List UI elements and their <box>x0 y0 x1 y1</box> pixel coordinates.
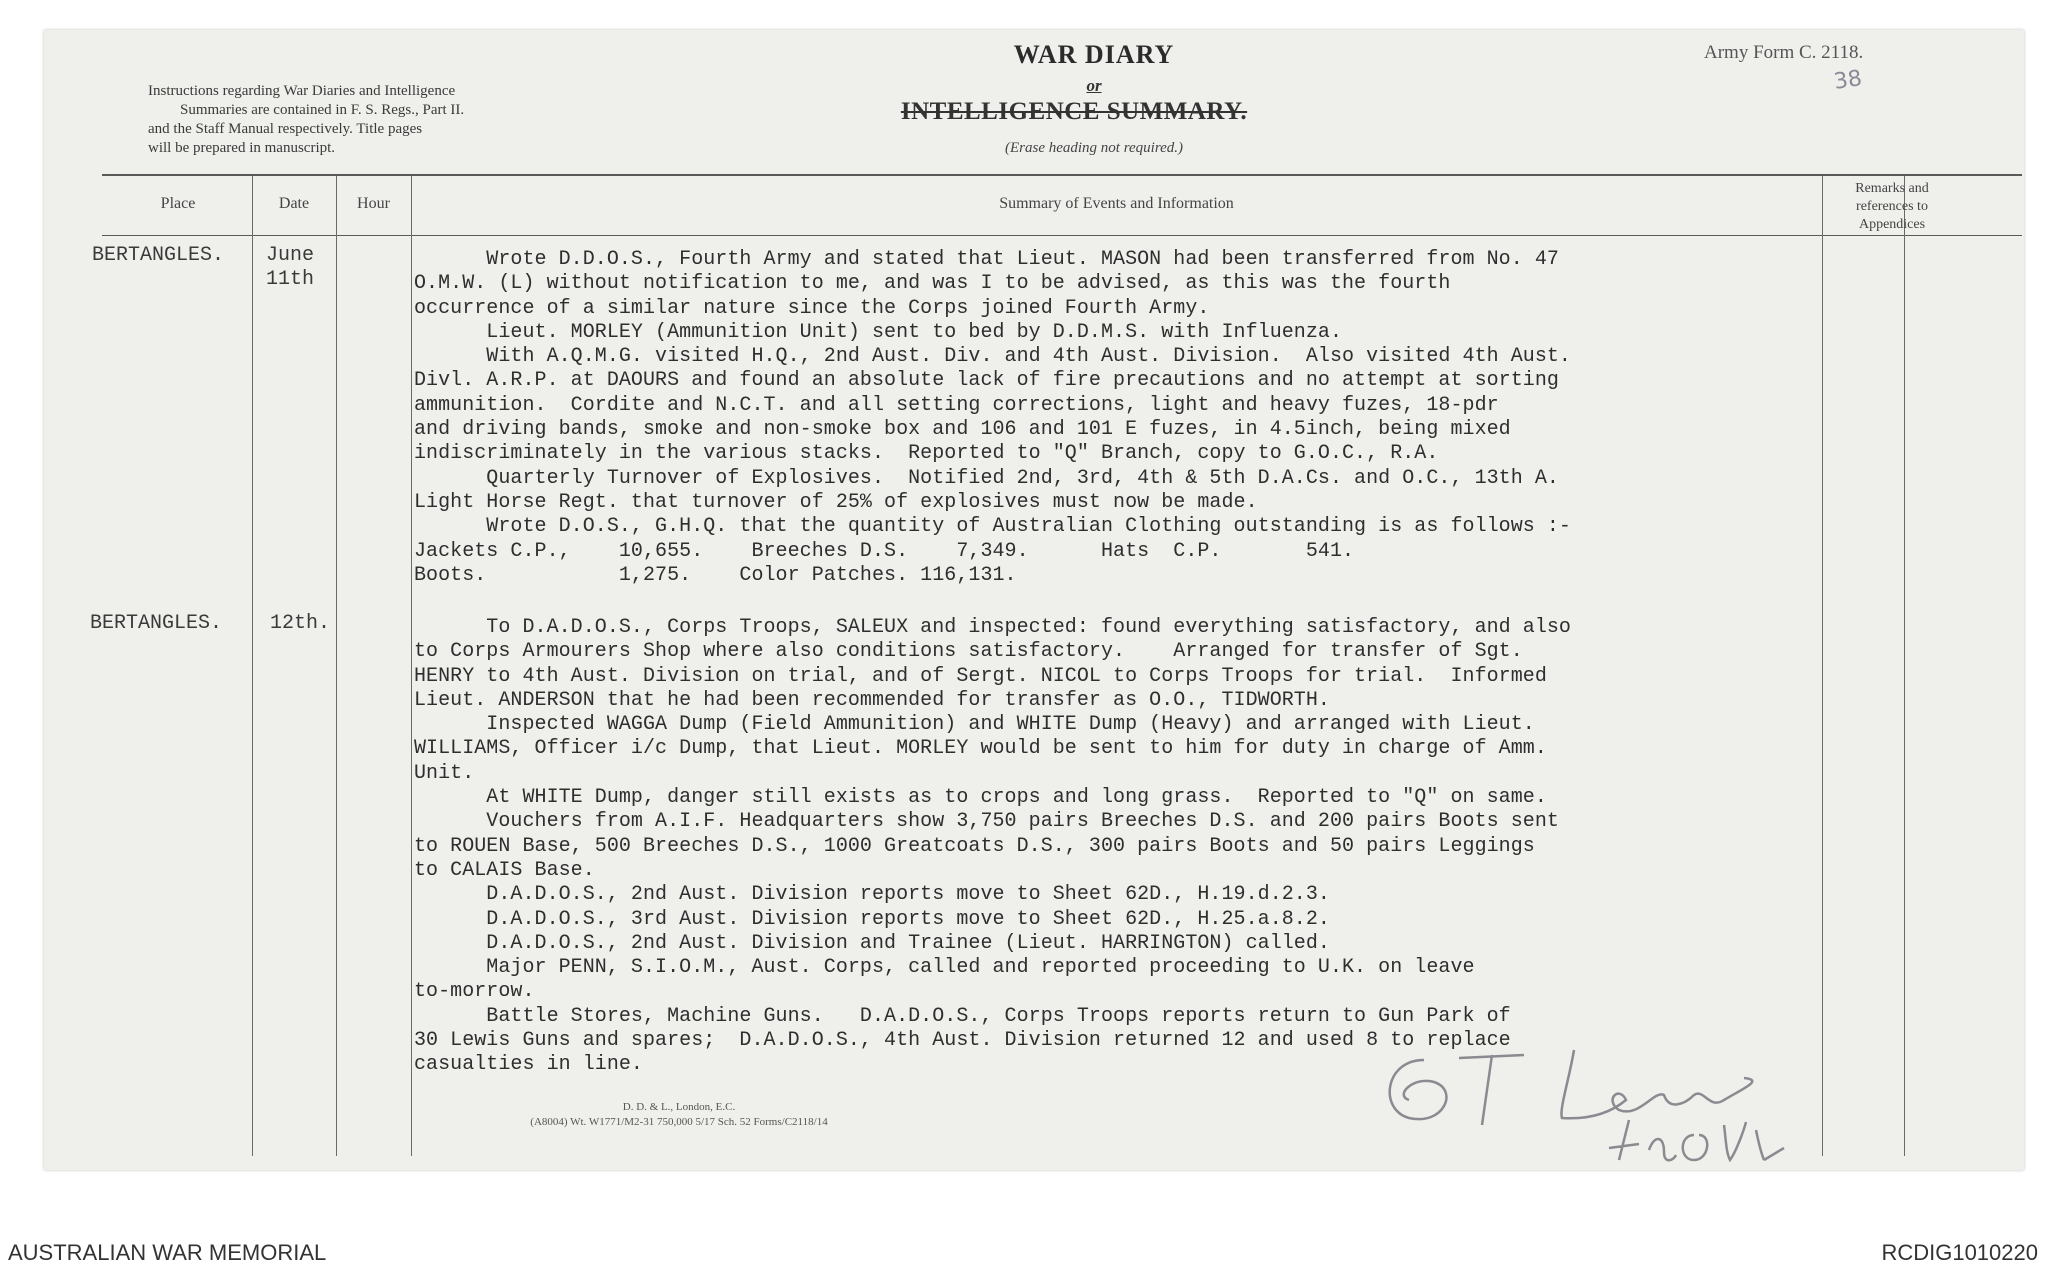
summary-line: and driving bands, smoke and non-smoke box and 106 and 101 E fuzes, in 4.5inch, being mixed <box>414 418 1511 442</box>
entry-date <box>266 244 314 292</box>
remarks-header-line: references to <box>1856 199 1928 214</box>
instructions-line: will be prepared in manuscript. <box>148 140 336 156</box>
remarks-header-line: Remarks and <box>1855 181 1929 196</box>
summary-line: Wrote D.O.S., G.H.Q. that the quantity of Australian Clothing outstanding is as follows :- <box>414 515 1571 539</box>
summary-line: to ROUEN Base, 500 Breeches D.S., 1000 Greatcoats D.S., 300 pairs Boots and 50 pairs Leggings <box>414 834 1535 858</box>
remarks-header-line: Appendices <box>1858 217 1926 232</box>
entry-date-line: June <box>266 244 315 267</box>
column-header-remarks <box>1822 180 1962 234</box>
summary-line: to-morrow. <box>414 980 535 1004</box>
signature-stroke <box>1459 1055 1524 1125</box>
signature-stroke <box>1561 1050 1752 1118</box>
summary-line: Battle Stores, Machine Guns. D.A.D.O.S., Corps Troops reports return to Gun Park of <box>414 1004 1511 1028</box>
column-divider <box>252 176 253 1156</box>
summary-line: WILLIAMS, Officer i/c Dump, that Lieut. MORLEY would be sent to him for duty in charge of Amm. <box>414 737 1547 761</box>
summary-line: to Corps Armourers Shop where also conditions satisfactory. Arranged for transfer of Sgt. <box>414 640 1523 664</box>
entry-place: BERTANGLES. <box>92 244 225 267</box>
footer-source: AUSTRALIAN WAR MEMORIAL <box>8 1240 327 1265</box>
signature <box>1364 1040 1884 1170</box>
folio-number: 38 <box>1832 66 1864 95</box>
summary-line: Unit. <box>414 761 475 785</box>
column-header-date: Date <box>278 195 310 212</box>
summary-line: ammunition. Cordite and N.C.T. and all setting corrections, light and heavy fuzes, 18-pdr <box>414 393 1499 417</box>
summary-line: Inspected WAGGA Dump (Field Ammunition) and WHITE Dump (Heavy) and arranged with Lieut. <box>414 713 1535 737</box>
diary-sheet <box>44 30 2024 1170</box>
summary-line: to CALAIS Base. <box>414 858 595 882</box>
summary-line: D.A.D.O.S., 2nd Aust. Division reports move to Sheet 62D., H.19.d.2.3. <box>414 883 1330 907</box>
column-header-hour: Hour <box>357 195 390 212</box>
summary-line: To D.A.D.O.S., Corps Troops, SALEUX and inspected: found everything satisfactory, and also <box>414 616 1571 639</box>
footer-reference: RCDIG1010220 <box>1881 1240 2038 1265</box>
summary-line: Lieut. ANDERSON that he had been recommended for transfer as O.O., TIDWORTH. <box>414 688 1330 712</box>
header-top-rule <box>102 174 2022 176</box>
summary-line: HENRY to 4th Aust. Division on trial, and of Sergt. NICOL to Corps Troops for trial. Informed <box>414 664 1547 688</box>
intelligence-heading-struck: INTELLIGENCE SUMMARY. <box>900 98 1248 125</box>
summary-line: D.A.D.O.S., 3rd Aust. Division reports move to Sheet 62D., H.25.a.8.2. <box>414 907 1330 931</box>
summary-line: Light Horse Regt. that turnover of 25% of explosives must now be made. <box>414 490 1258 514</box>
entry-date-line: 11th <box>266 268 315 291</box>
entry-date-line: 12th. <box>270 612 331 635</box>
summary-line: Quarterly Turnover of Explosives. Notified 2nd, 3rd, 4th & 5th D.A.Cs. and O.C., 13th A. <box>414 466 1559 490</box>
entry-summary <box>414 616 1854 1078</box>
instructions-line: Summaries are contained in F. S. Regs., Part II. <box>180 102 465 118</box>
summary-line: occurrence of a similar nature since the Corps joined Fourth Army. <box>414 296 1210 320</box>
summary-line: O.M.W. (L) without notification to me, and was I to be advised, as this was the fourth <box>414 272 1451 296</box>
army-form-number: Army Form C. 2118. <box>1704 42 1864 63</box>
summary-line: D.A.D.O.S., 2nd Aust. Division and Trainee (Lieut. HARRINGTON) called. <box>414 931 1330 955</box>
summary-line: Jackets C.P., 10,655. Breeches D.S. 7,349. Hats C.P. 541. <box>414 539 1355 563</box>
column-divider <box>336 176 337 1156</box>
column-header-place: Place <box>160 195 196 212</box>
summary-line: 30 Lewis Guns and spares; D.A.D.O.S., 4th Aust. Division returned 12 and used 8 to replace <box>414 1029 1511 1053</box>
signature-rank-stroke <box>1609 1120 1784 1160</box>
summary-line: Lieut. MORLEY (Ammunition Unit) sent to bed by D.D.M.S. with Influenza. <box>414 320 1342 344</box>
instructions-note <box>148 82 638 158</box>
printer-line: D. D. & L., London, E.C. <box>622 1101 736 1113</box>
entry-date <box>270 612 330 636</box>
summary-line: Boots. 1,275. Color Patches. 116,131. <box>414 563 1017 587</box>
column-header-summary: Summary of Events and Information <box>999 195 1234 212</box>
summary-line: With A.Q.M.G. visited H.Q., 2nd Aust. Div. and 4th Aust. Division. Also visited 4th Aust. <box>414 345 1571 369</box>
summary-line: Wrote D.D.O.S., Fourth Army and stated that Lieut. MASON had been transferred from No. 47 <box>414 248 1559 271</box>
column-divider <box>411 176 412 1156</box>
column-divider <box>1904 176 1905 1156</box>
title-or: or <box>1086 76 1102 95</box>
summary-line: Vouchers from A.I.F. Headquarters show 3,750 pairs Breeches D.S. and 200 pairs Boots sent <box>414 810 1559 834</box>
instructions-line: and the Staff Manual respectively. Title pages <box>148 121 423 137</box>
erase-note: (Erase heading not required.) <box>1004 140 1184 156</box>
entry-summary <box>414 248 1854 588</box>
summary-line: At WHITE Dump, danger still exists as to crops and long grass. Reported to "Q" on same. <box>414 786 1547 810</box>
summary-line: casualties in line. <box>414 1053 643 1077</box>
summary-line: Divl. A.R.P. at DAOURS and found an absolute lack of fire precautions and no attempt at sorting <box>414 369 1559 393</box>
summary-line: indiscriminately in the various stacks. Reported to "Q" Branch, copy to G.O.C., R.A. <box>414 442 1439 466</box>
instructions-line: Instructions regarding War Diaries and Intelligence <box>148 83 456 99</box>
summary-line: Major PENN, S.I.O.M., Aust. Corps, called and reported proceeding to U.K. on leave <box>414 956 1475 980</box>
page-title: WAR DIARY <box>1013 40 1175 69</box>
signature-stroke <box>1390 1060 1447 1119</box>
printer-line: (A8004) Wt. W1771/M2-31 750,000 5/17 Sch. 52 Forms/C2118/14 <box>530 1116 828 1128</box>
header-bottom-rule <box>102 235 2022 236</box>
entry-place: BERTANGLES. <box>90 612 223 635</box>
printer-imprint <box>464 1100 894 1130</box>
